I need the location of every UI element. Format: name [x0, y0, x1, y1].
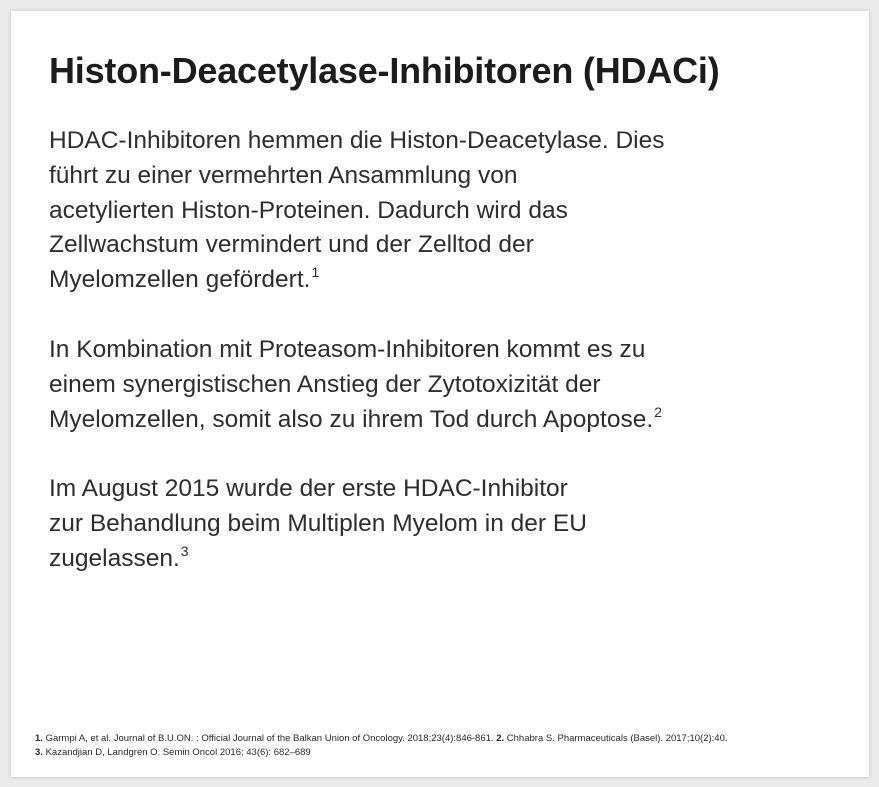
paragraph-line: acetylierten Histon-Proteinen. Dadurch wird das [49, 196, 568, 224]
reference-text: Garmpi A, et al. Journal of B.U.ON. : Official Journal of the Balkan Union of Oncology. 2018;23(4):846-861. [45, 733, 494, 744]
paragraph-text: Myelomzellen gefördert. [49, 266, 311, 294]
reference-text: Chhabra S. Pharmaceuticals (Basel). 2017;10(2):40. [506, 733, 728, 744]
paragraph-line: führt zu einer vermehrten Ansammlung von [49, 161, 518, 189]
footnote-marker: 3 [180, 542, 189, 559]
footnote-marker: 1 [311, 264, 320, 281]
reference-number: 1. [35, 733, 43, 744]
reference-line [35, 732, 855, 746]
paragraph-line [49, 403, 829, 438]
paragraph-line: HDAC-Inhibitoren hemmen die Histon-Deacetylase. Dies [49, 127, 665, 154]
reference-number: 3. [35, 747, 43, 758]
paragraph-text: zugelassen. [49, 544, 180, 572]
paragraph-line [49, 263, 829, 298]
references [35, 732, 855, 760]
paragraph-line: zur Behandlung beim Multiplen Myelom in der EU [49, 509, 587, 537]
paragraph-line: Im August 2015 wurde der erste HDAC-Inhibitor [49, 475, 568, 502]
paragraph-text: Myelomzellen, somit also zu ihrem Tod durch Apoptose. [49, 405, 654, 433]
paragraph-line: Zellwachstum vermindert und der Zelltod der [49, 231, 534, 259]
paragraph-line: In Kombination mit Proteasom-Inhibitoren kommt es zu [49, 336, 646, 363]
paragraph-line: einem synergistischen Anstieg der Zytotoxizität der [49, 370, 601, 398]
reference-number: 2. [496, 733, 505, 744]
paragraph-combination [49, 333, 829, 437]
paragraph-approval [49, 472, 829, 576]
footnote-marker: 2 [654, 403, 662, 420]
page-title: Histon-Deacetylase-Inhibitoren (HDACi) [49, 50, 720, 91]
paragraph-line [49, 542, 829, 577]
content-card [11, 11, 869, 777]
reference-line [35, 746, 855, 760]
reference-text: Kazandjian D, Landgren O. Semin Oncol 2016; 43(6): 682–689 [45, 747, 311, 758]
paragraph-mechanism [49, 124, 829, 298]
